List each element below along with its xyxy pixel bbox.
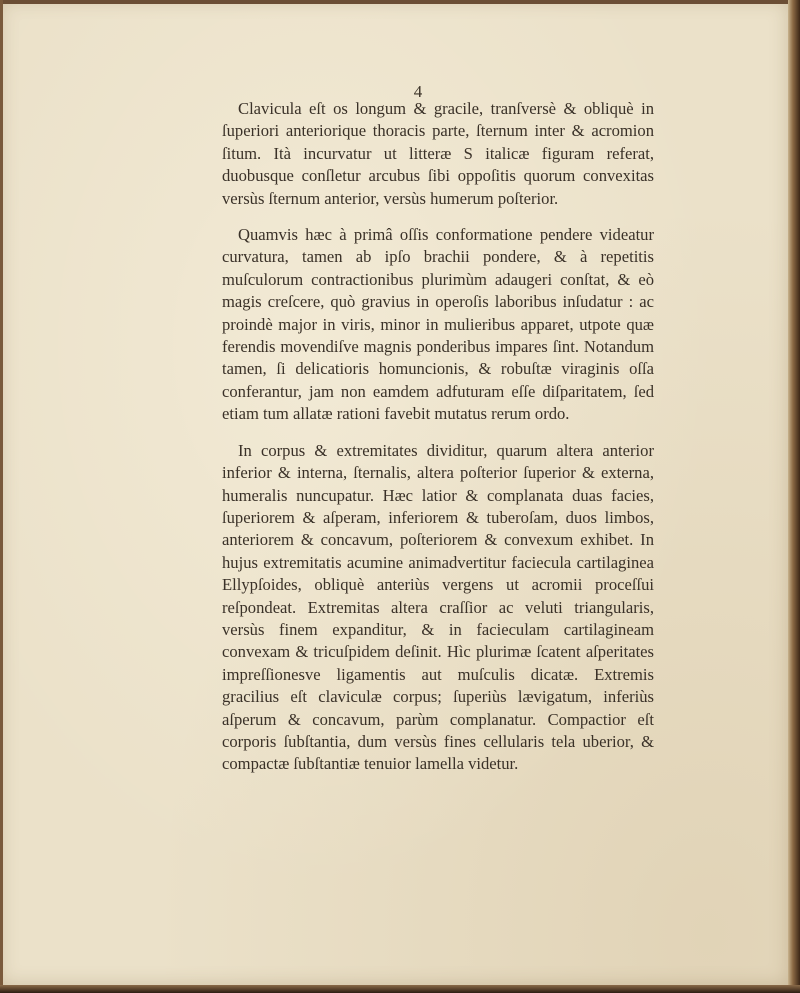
body-text <box>222 98 654 776</box>
page-number: 4 <box>413 82 423 101</box>
left-page-edge <box>0 0 3 993</box>
paragraph-2: Quamvis hæc à primâ oſſis conformatione pendere videatur curvatura, tamen ab ipſo brachii pondere, & à repetitis muſculorum contractionibus plurimùm adaugeri conſtat, & eò magis creſcere, quò gravius in operoſis laboribus inſudatur : ac proindè major in viris, minor in mulieribus apparet, utpote quæ ferendis movendiſve magnis ponderibus impares ſint. Notandum tamen, ſi delicatioris homuncionis, & robuſtæ viraginis oſſa conferantur, jam non eamdem adfuturam eſſe diſparitatem, ſed etiam tum allatæ rationi favebit mutatus rerum ordo. <box>222 225 654 424</box>
paragraph-3: In corpus & extremitates dividitur, quarum altera anterior inferior & interna, ſternalis, altera poſterior ſuperior & externa, humeralis nuncupatur. Hæc latior & complanata duas facies, ſuperiorem & aſperam, inferiorem & tuberoſam, duos limbos, anteriorem & concavum, poſteriorem & convexum exhibet. In hujus extremitatis acumine animadvertitur faciecula cartilaginea Ellypſoides, obliquè anteriùs vergens ut acromii proceſſui reſpondeat. Extremitas altera craſſior ac veluti triangularis, versùs finem expanditur, & in facieculam cartilagineam convexam & tricuſpidem deſinit. Hìc plurimæ ſcatent aſperitates impreſſionesve ligamentis aut muſculis dicatæ. Extremis gracilius eſt claviculæ corpus; ſuperiùs lævigatum, inferiùs aſperum & concavum, parùm complanatur. Compactior eſt corporis ſubſtantia, dum versùs fines cellularis tela uberior, & compactæ ſubſtantiæ tenuior lamella videtur. <box>222 440 654 774</box>
paragraph-1: Clavicula eſt os longum & gracile, tranſversè & obliquè in ſuperiori anteriorique thoracis parte, ſternum inter & acromion ſitum. Ità incurvatur ut litteræ S italicæ figuram referat, duobusque conſletur arcubus ſibi oppoſitis quorum convexitas versùs ſternum anterior, versùs humerum poſterior. <box>222 99 654 208</box>
book-spine-edge <box>788 0 800 993</box>
bottom-page-edge <box>0 985 800 993</box>
top-page-edge <box>0 0 800 4</box>
